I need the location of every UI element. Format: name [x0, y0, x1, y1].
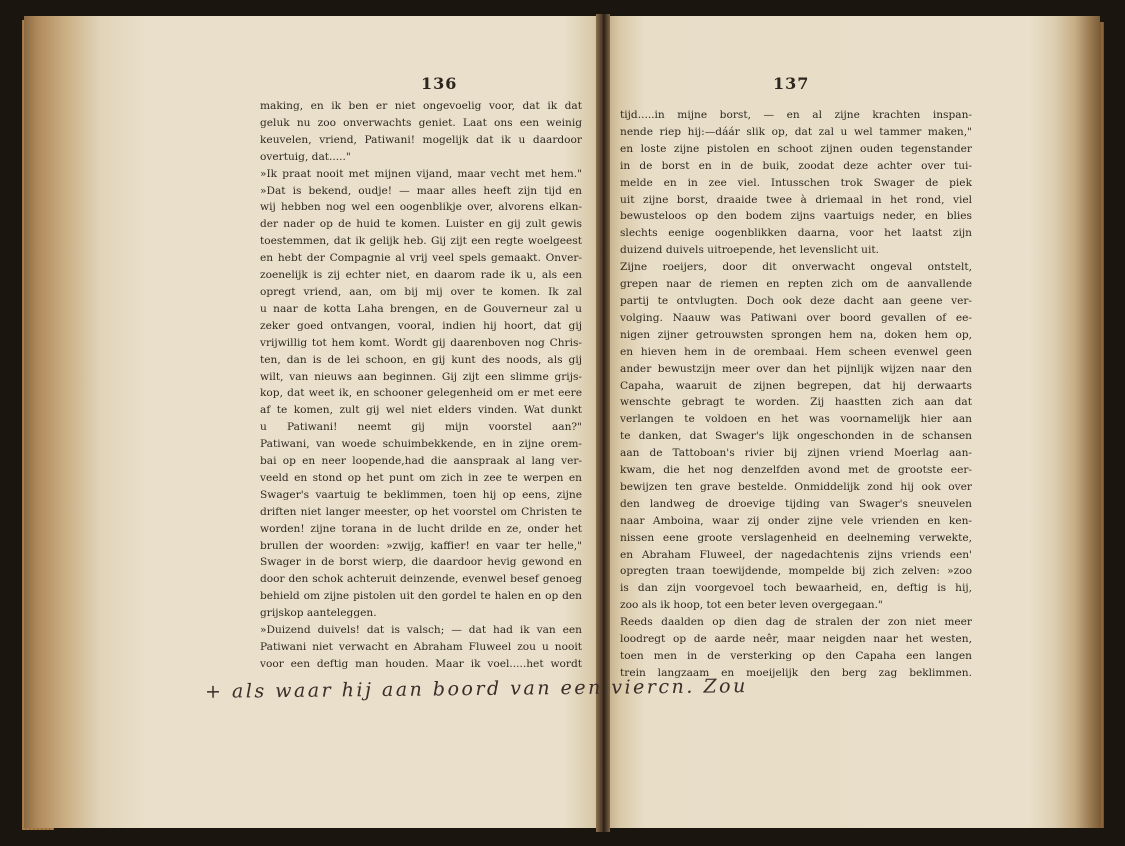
text-line: wenschte gebragt te worden. Zij haastten zich aan dat — [620, 396, 972, 409]
text-line: grepen naar de riemen en repten zich om de aanvallende — [620, 278, 972, 291]
text-line: making, en ik ben er niet ongevoelig voor, dat ik dat — [260, 100, 582, 112]
text-line: worden! zijne torana in de lucht drilde en ze, onder het — [260, 522, 582, 535]
text-line: driften niet langer meester, op het voorstel om Christen te — [260, 505, 582, 518]
text-line: overtuig, dat....." — [260, 150, 351, 163]
text-line: ander bewustzijn meer over dan het pijnlijk wijzen naar den — [620, 362, 972, 375]
text-line: vrijwillig tot hem komt. Wordt gij daarenboven nog Chris- — [260, 336, 582, 349]
text-line: zeker goed ontvangen, vooral, indien hij hoort, dat gij — [260, 319, 582, 332]
text-line: Swager's vaartuig te beklimmen, toen hij op eens, zijne — [260, 488, 582, 501]
text-line: door den schok achteruit deinzende, evenwel besef genoeg — [260, 573, 582, 586]
text-line: uit zijne borst, draaide twee à driemaal in het rond, viel — [620, 193, 972, 206]
text-line: bewusteloos op den bodem zijns vaartuigs neder, en blies — [620, 210, 972, 223]
text-line: aan de Tattoboan's rivier bij zijnen vriend Moerlag aan- — [620, 447, 972, 460]
text-line: Swager in de borst wierp, die daardoor hevig gewond en — [260, 556, 582, 569]
text-line: en hieven hem in de orembaai. Hem scheen evenwel geen — [620, 345, 972, 358]
text-line: zoo als ik hoop, tot een beter leven overgegaan." — [620, 599, 883, 612]
text-line: in de borst en in de buik, zoodat deze achter over tui- — [620, 159, 972, 172]
text-line: verlangen te voldoen en het was voornamelijk hier aan — [620, 413, 972, 426]
text-line: behield om zijne pistolen uit den gordel te halen en op den — [260, 590, 582, 603]
text-line: grijskop aanteleggen. — [260, 607, 377, 620]
text-line: en loste zijne pistolen en schoot zijnen ouden tegenstander — [620, 142, 972, 155]
right-page-number: 137 — [773, 74, 810, 93]
text-line: naar Amboina, waar zij onder zijne vele vrienden en ken- — [620, 514, 972, 527]
text-line: partij te ontvlugten. Doch ook deze dacht aan geene ver- — [620, 294, 972, 307]
text-line: wilt, van nieuws aan beginnen. Gij zijt een slimme grijs- — [260, 370, 582, 383]
text-line: melde en in zee viel. Intusschen trok Swager de piek — [620, 176, 972, 189]
text-line: opregt vriend, aan, om bij mij over te komen. Ik zal — [260, 285, 582, 298]
text-line: nigen zijner getrouwsten sprongen hem na, doken hem op, — [620, 328, 972, 341]
text-line: nende riep hij:—dáár slik op, dat zal u wel tammer maken," — [620, 125, 972, 138]
text-line: duizend duivels uitroepende, het levenslicht uit. — [620, 244, 879, 257]
text-line: trein langzaam en moeijelijk den berg zag beklimmen. — [620, 666, 972, 679]
text-line: is dan zijn voorgevoel toch bewaarheid, en, deftig is hij, — [620, 582, 972, 595]
text-line: u naar de kotta Laha brengen, en de Gouverneur zal u — [260, 302, 582, 315]
text-line: en Abraham Fluweel, der nagedachtenis zijns vriends een' — [620, 548, 972, 561]
text-line: voor een deftig man houden. Maar ik voel.....het wordt — [260, 657, 582, 670]
text-line: bewijzen ten grave bestelde. Onmiddelijk zond hij ook over — [620, 480, 972, 493]
text-line: Reeds daalden op dien dag de stralen der zon niet meer — [620, 616, 972, 629]
text-line: slechts eenige oogenblikken daarna, voor het laatst zijn — [620, 227, 972, 240]
text-line: tijd.....in mijne borst, — en al zijne krachten inspan- — [620, 109, 972, 121]
left-page — [24, 16, 608, 828]
text-line: te danken, dat Swager's lijk ongeschonden in de schansen — [620, 430, 972, 443]
text-line: keuvelen, vriend, Patiwani! mogelijk dat ik u daardoor — [260, 133, 582, 146]
left-page-number: 136 — [421, 74, 458, 93]
text-line: nissen eene groote verslagenheid en deelneming verwekte, — [620, 531, 972, 544]
left-page-text — [260, 98, 582, 673]
right-page — [600, 16, 1100, 828]
text-line: »Dat is bekend, oudje! — maar alles heeft zijn tijd en — [260, 184, 582, 197]
text-line: der nader op de huid te komen. Luister en gij zult gewis — [260, 218, 582, 231]
text-line: ten, dan is de lei schoon, en gij kunt des noods, als gij — [260, 353, 582, 366]
text-line: toen men in de versterking op den Capaha een langen — [620, 650, 972, 662]
text-line: Patiwani, van woede schuimbekkende, en in zijne orem- — [260, 438, 582, 451]
book-gutter — [596, 14, 610, 832]
text-line: geluk nu zoo onverwachts geniet. Laat ons een weinig — [260, 116, 582, 129]
right-page-text — [620, 107, 972, 682]
text-line: wij hebben nog wel een oogenblikje over, alvorens elkan- — [260, 201, 582, 214]
text-line: en hebt der Compagnie al vrij veel spels gemaakt. Onver- — [260, 252, 582, 265]
text-line: den landweg de droevige tijding van Swager's sneuvelen — [620, 497, 972, 510]
text-line: af te komen, zult gij wel niet elders vinden. Wat dunkt — [260, 404, 582, 417]
text-line: »Ik praat nooit met mijnen vijand, maar vecht met hem." — [260, 167, 582, 180]
text-line: kop, dat weet ik, en schooner gelegenheid om er met eere — [260, 387, 582, 400]
text-line: Capaha, waaruit de zijnen begrepen, dat hij derwaarts — [620, 379, 972, 392]
text-line: kwam, die het nog denzelfden avond met de grootste eer- — [620, 464, 972, 477]
text-line: zoenelijk is zij echter niet, en daarom rade ik u, als een — [260, 269, 582, 282]
handwritten-note: + als waar hij aan boord van een viercn. Zou — [204, 675, 748, 703]
text-line: brullen der woorden: »zwijg, kaffier! en vaar ter helle," — [260, 539, 582, 552]
text-line: loodregt op de aarde neêr, maar neigden naar het westen, — [620, 633, 972, 646]
text-line: Zijne roeijers, door dit onverwacht ongeval ontstelt, — [620, 261, 972, 274]
text-line: Patiwani niet verwacht en Abraham Fluweel zou u nooit — [260, 641, 582, 653]
text-line: bai op en neer loopende,had die aanspraak al lang ver- — [260, 455, 582, 468]
text-line: »Duizend duivels! dat is valsch; — dat had ik van een — [260, 624, 582, 637]
text-line: u Patiwani! neemt gij mijn voorstel aan?" — [260, 421, 582, 434]
text-line: opregten traan toewijdende, mompelde bij zich zelven: »zoo — [620, 565, 972, 578]
text-line: volging. Naauw was Patiwani over boord gevallen of ee- — [620, 311, 972, 324]
text-line: veeld en stond op het punt om zich in zee te werpen en — [260, 471, 582, 484]
text-line: toestemmen, dat ik gelijk heb. Gij zijt een regte woelgeest — [260, 235, 582, 248]
